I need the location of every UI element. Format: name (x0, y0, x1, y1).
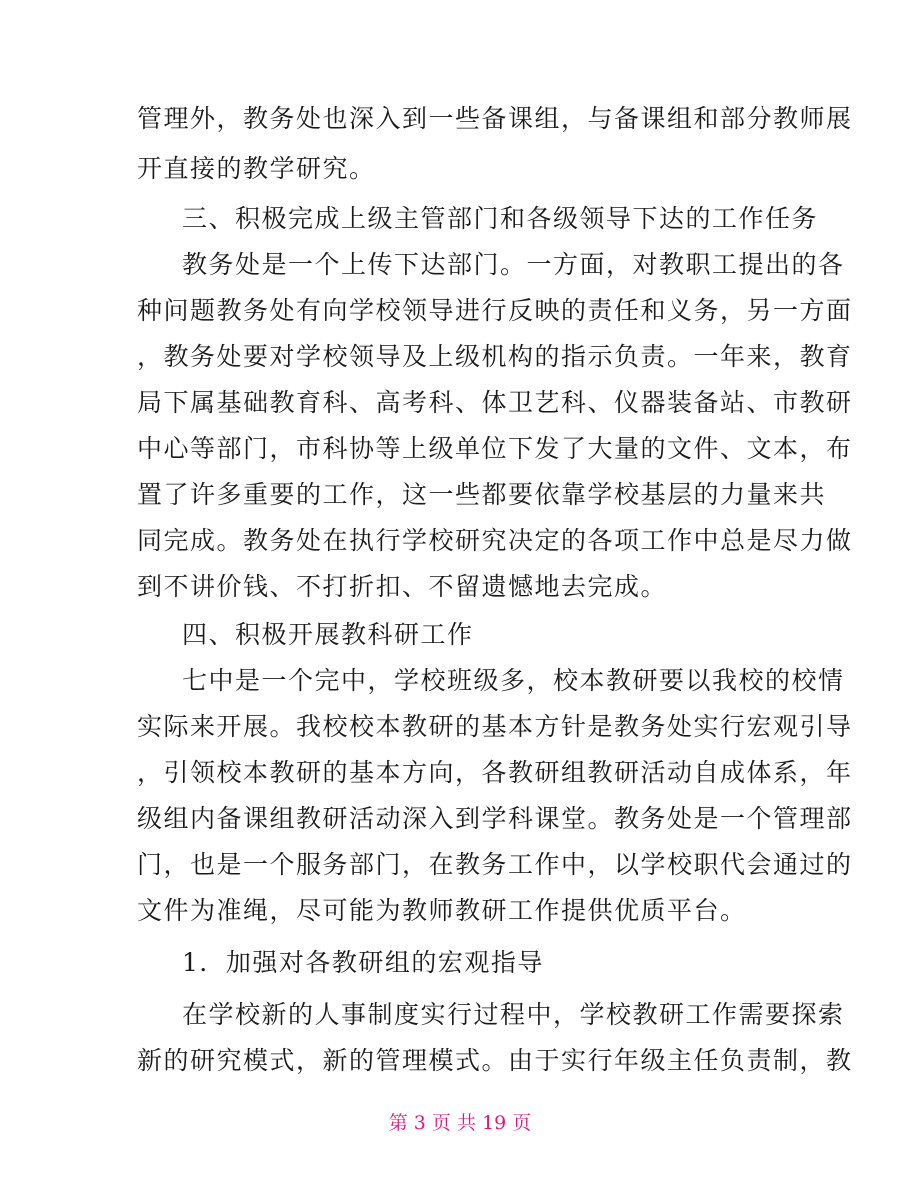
page-footer (0, 1111, 920, 1135)
text-line: 新的研究模式，新的管理模式。由于实行年级主任负责制，教 (137, 1046, 853, 1075)
text-line: 门，也是一个服务部门，在教务工作中，以学校职代会通过的 (137, 850, 853, 879)
text-line: 开直接的教学研究。 (137, 154, 376, 183)
text-line: 到不讲价钱、不打折扣、不留遗憾地去完成。 (137, 572, 668, 601)
text-line: ，教务处要对学校领导及上级机构的指示负责。一年来，教育 (137, 342, 853, 371)
text-line: 管理外，教务处也深入到一些备课组，与备课组和部分教师展 (137, 104, 853, 133)
text-line: 种问题教务处有向学校领导进行反映的责任和义务，另一方面 (137, 296, 853, 325)
text-line: 文件为准绳，尽可能为教师教研工作提供优质平台。 (137, 896, 747, 925)
text-line: 实际来开展。我校校本教研的基本方针是教务处实行宏观引导 (137, 712, 853, 741)
text-line: 四、积极开展教科研工作 (182, 620, 474, 649)
text-line: 级组内备课组教研活动深入到学科课堂。教务处是一个管理部 (137, 804, 853, 833)
page-number-text: 第 3 页 共 19 页 (388, 1112, 532, 1134)
text-line: 七中是一个完中，学校班级多，校本教研要以我校的校情 (182, 666, 845, 695)
text-line: 局下属基础教育科、高考科、体卫艺科、仪器装备站、市教研 (137, 388, 853, 417)
text-line: 在学校新的人事制度实行过程中，学校教研工作需要探索 (182, 1000, 845, 1029)
text-line: 三、积极完成上级主管部门和各级领导下达的工作任务 (182, 204, 819, 233)
text-line: 1．加强对各教研组的宏观指导 (182, 948, 544, 977)
text-line: ，引领校本教研的基本方向，各教研组教研活动自成体系，年 (137, 758, 853, 787)
text-line: 教务处是一个上传下达部门。一方面，对教职工提出的各 (182, 250, 845, 279)
text-line: 同完成。教务处在执行学校研究决定的各项工作中总是尽力做 (137, 526, 853, 555)
text-line: 置了许多重要的工作，这一些都要依靠学校基层的力量来共 (137, 480, 827, 509)
text-line: 中心等部门，市科协等上级单位下发了大量的文件、文本，布 (137, 434, 853, 463)
